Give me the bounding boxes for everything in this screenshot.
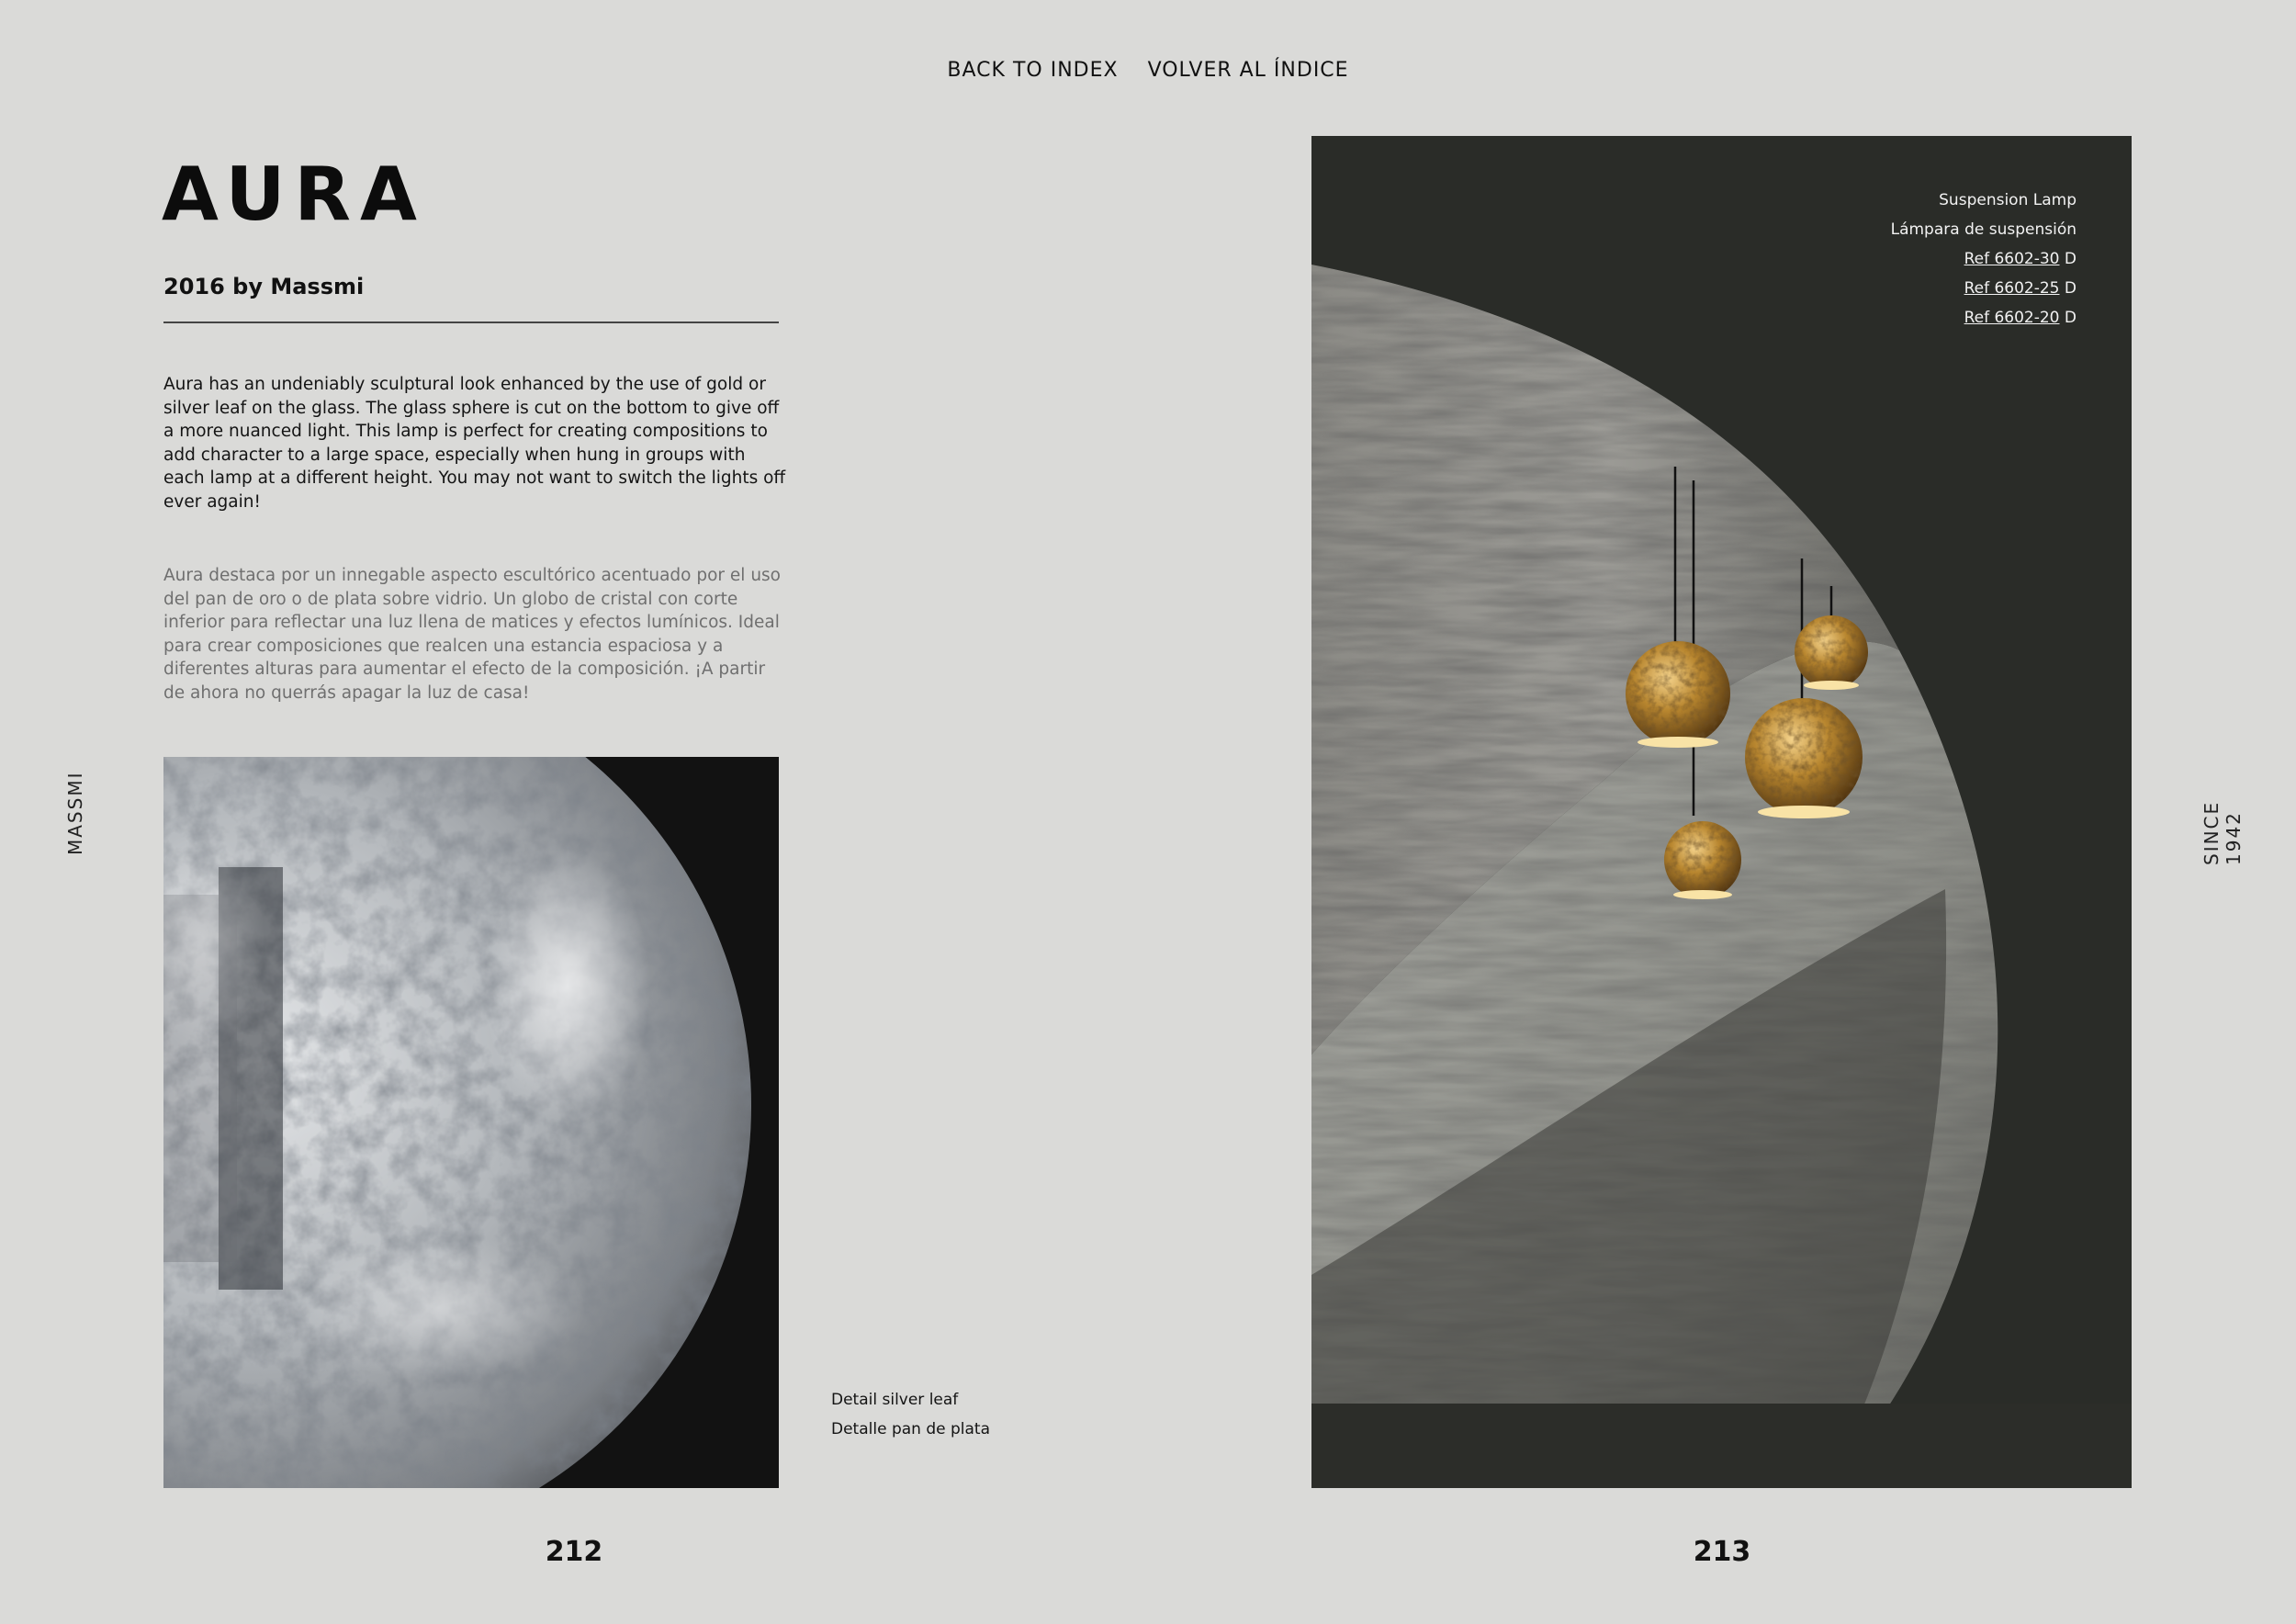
description-english: Aura has an undeniably sculptural look enhanced by the use of gold or silver leaf on the glass. The glass sphere is cut on the bottom to give off a more nuanced light. This lamp is perfect for creating compositions to add character to a large space, especially when hung in groups with each lamp at a different height. You may not want to switch the lights off ever again! [163,375,786,512]
product-title: AURA [162,152,426,237]
brand-side-label: MASSMI [64,771,86,855]
lamp-type-english: Suspension Lamp [1939,191,2077,209]
page-number-right: 213 [1693,1536,1751,1568]
ref-line [1891,244,2077,274]
volver-al-indice-link[interactable]: VOLVER AL ÍNDICE [1147,59,1349,82]
ref-suffix: D [2059,309,2077,327]
back-to-index-link[interactable]: BACK TO INDEX [947,59,1119,82]
ref-suffix: D [2059,279,2077,298]
page-number-left: 212 [545,1536,603,1568]
ref-suffix: D [2059,250,2077,268]
detail-caption-spanish: Detalle pan de plata [831,1420,990,1438]
lamp-type-spanish: Lámpara de suspensión [1890,220,2077,239]
detail-caption-english: Detail silver leaf [831,1391,959,1409]
since-side-label: SINCE 1942 [2200,800,2245,865]
detail-caption [831,1385,990,1444]
ref-link-6602-25[interactable]: Ref 6602-25 [1964,279,2060,298]
product-byline: 2016 by Massmi [163,274,365,299]
silver-leaf-detail-photo [163,757,779,1488]
ref-line [1891,303,2077,333]
suspension-lamp-photo [1311,136,2132,1488]
lamp-info-overlay [1891,186,2077,333]
staircase-lamps-illustration [1311,136,2132,1488]
ref-link-6602-20[interactable]: Ref 6602-20 [1964,309,2060,327]
top-navigation [0,59,2296,82]
silver-sphere-illustration [163,757,779,1488]
title-divider [163,321,779,323]
description-spanish: Aura destaca por un innegable aspecto escultórico acentuado por el uso del pan de oro o de plata sobre vidrio. Un globo de cristal con corte inferior para reflectar una luz llena de matices y efectos lumínicos. Ideal para crear composiciones que realcen una estancia espaciosa y a diferentes alturas para aumentar el efecto de la composición. ¡A partir de ahora no querrás apagar la luz de casa! [163,566,781,703]
ref-link-6602-30[interactable]: Ref 6602-30 [1964,250,2060,268]
ref-line [1891,274,2077,303]
